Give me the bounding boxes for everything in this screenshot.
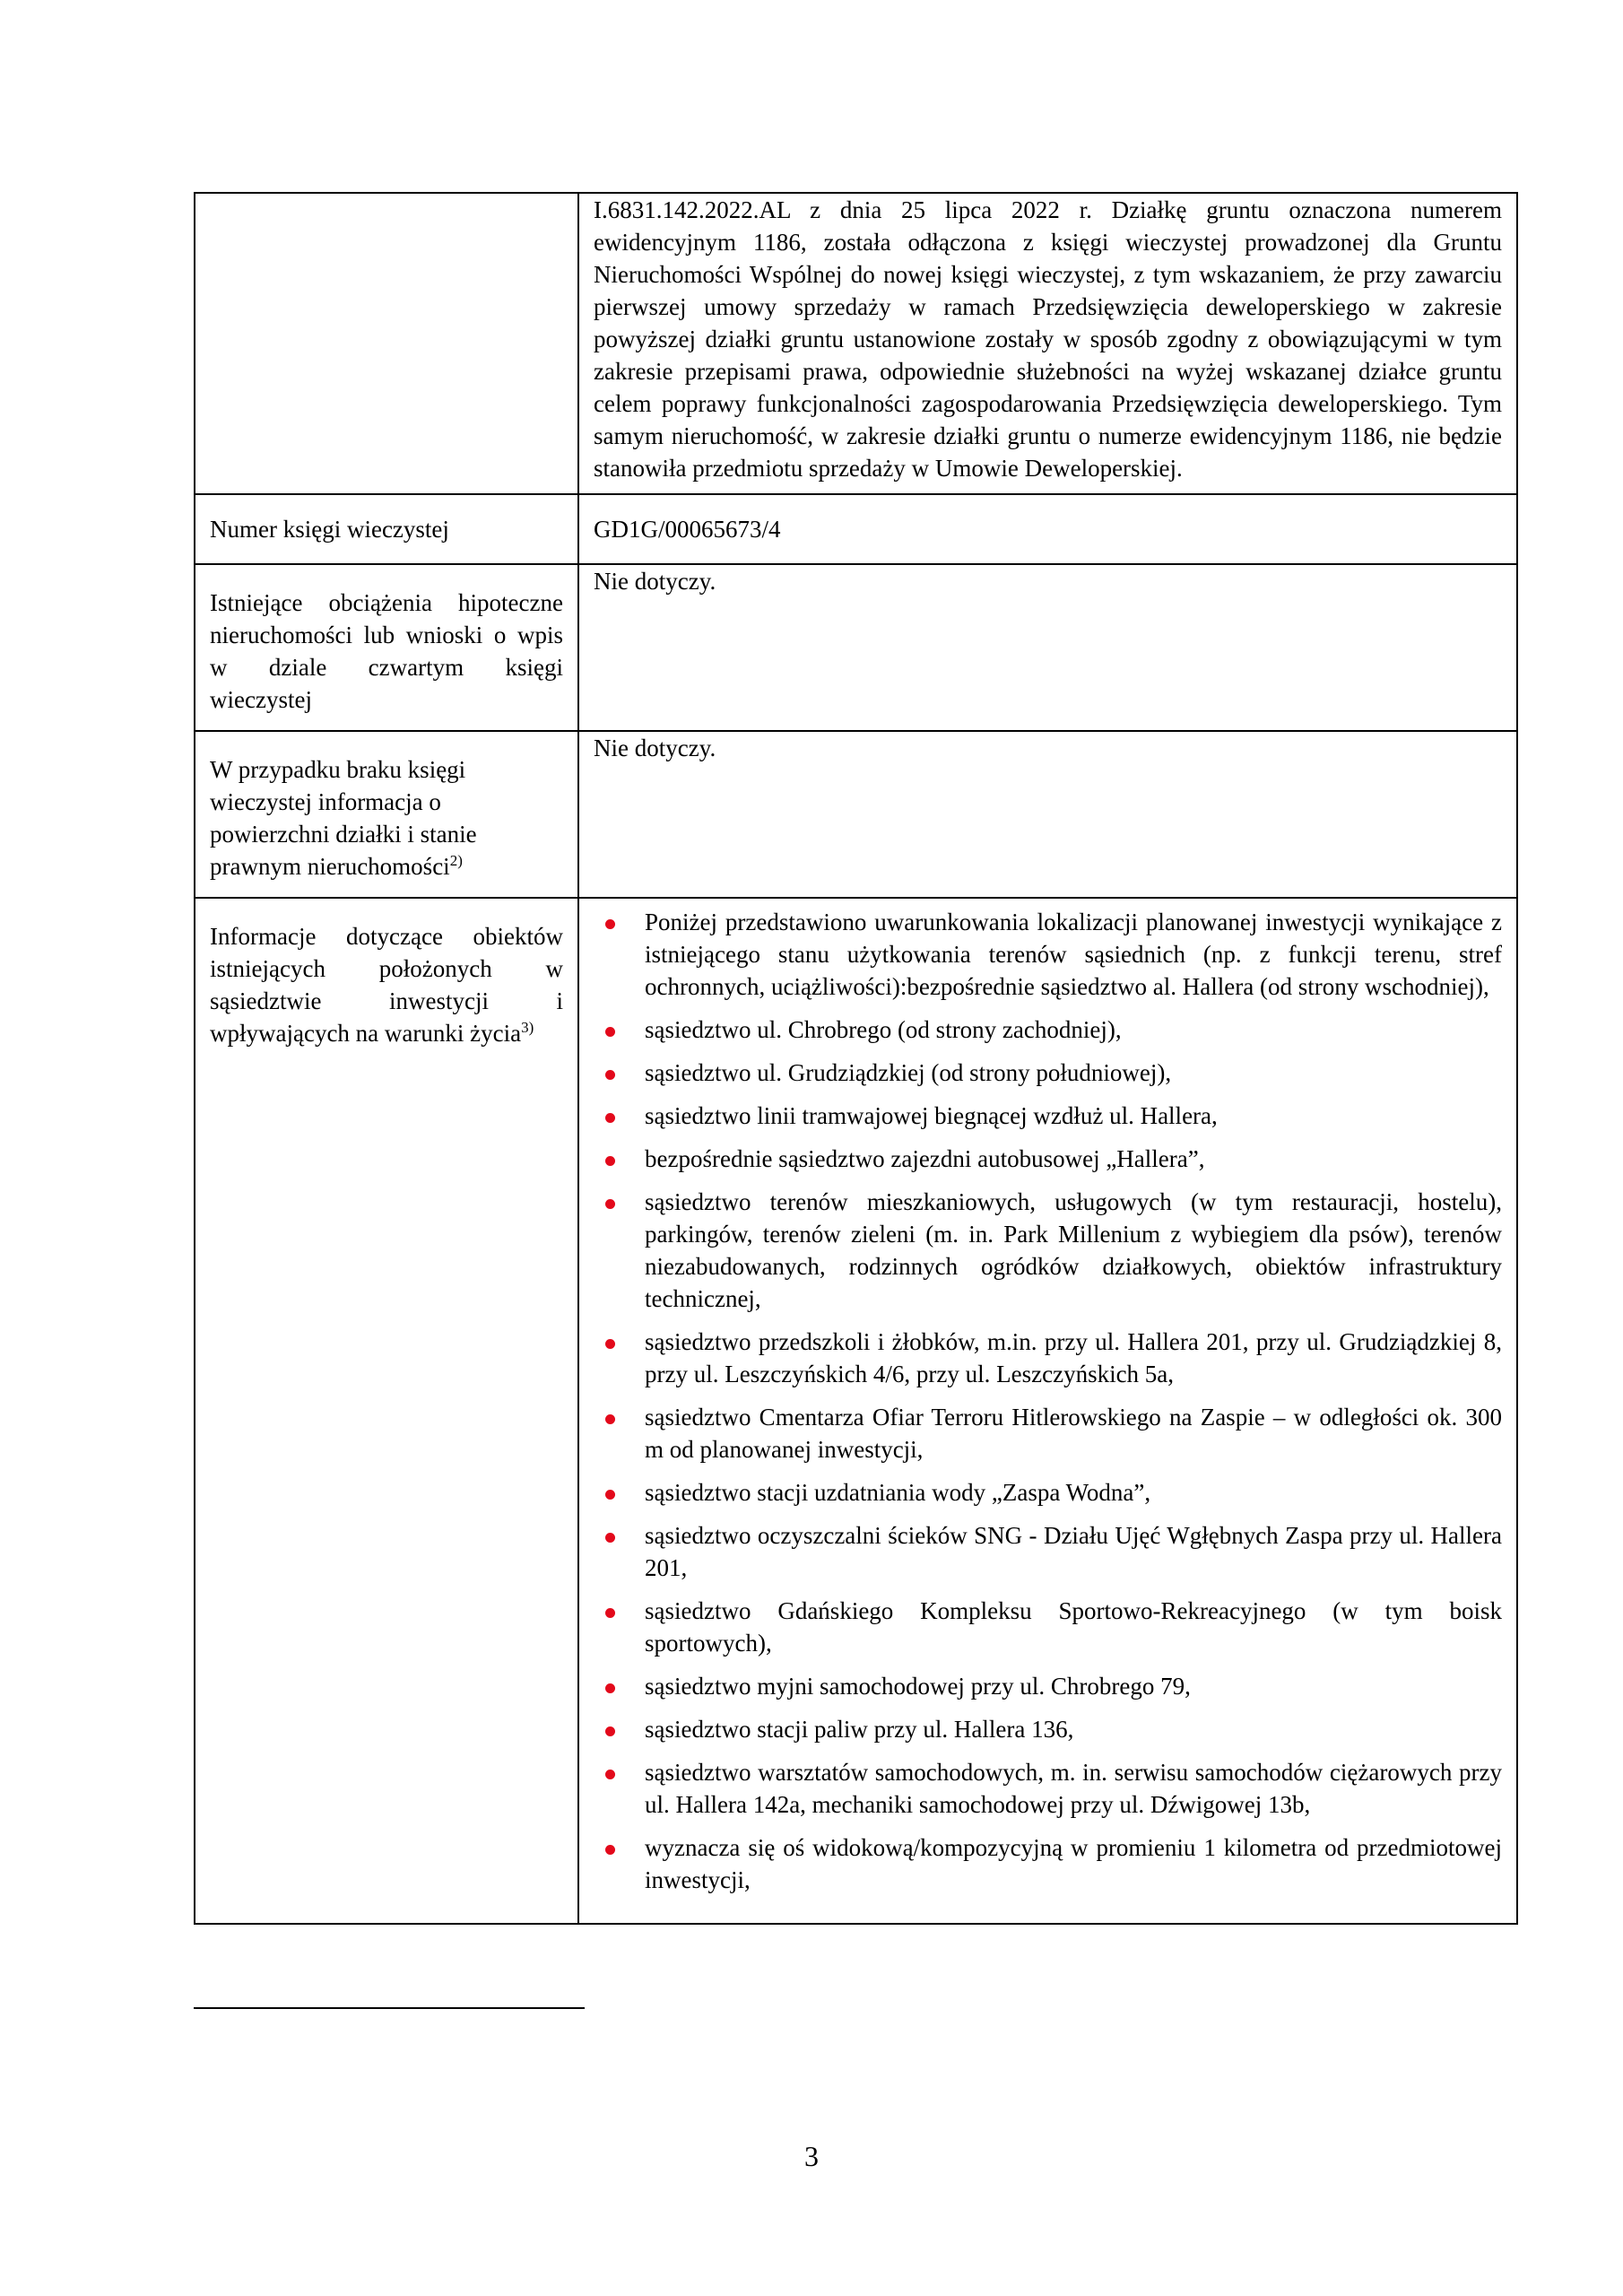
list-item-text: bezpośrednie sąsiedztwo zajezdni autobusowej „Hallera”, <box>645 1145 1205 1172</box>
continuation-text: I.6831.142.2022.AL z dnia 25 lipca 2022 r. Działkę gruntu oznaczona numerem ewidencyjnym 1186, została odłączona z księgi wieczystej prowadzonej dla Gruntu Nieruchomości Wspólnej do nowej księgi wieczystej, z tym wskazaniem, że przy zawarciu pierwszej umowy sprzedaży w ramach Przedsięwzięcia deweloperskiego w zakresie powyższej działki gruntu ustanowione zostały w sposób zgodny z obowiązującymi w tym zakresie przepisami prawa, odpowiednie służebności na wyżej wskazanej działce gruntu celem poprawy funkcjonalności zagospodarowania Przedsięwzięcia deweloperskiego. Tym samym nieruchomość, w zakresie działki gruntu o numerze ewidencyjnym 1186, nie będzie stanowiła przedmiotu sprzedaży w Umowie Deweloperskiej. <box>594 196 1502 482</box>
table-row <box>195 564 1517 731</box>
list-item <box>594 1401 1502 1465</box>
bullet-icon <box>605 1339 615 1349</box>
list-item <box>594 1100 1502 1132</box>
property-info-table <box>194 192 1518 1925</box>
list-item-text: sąsiedztwo warsztatów samochodowych, m. in. serwisu samochodów ciężarowych przy ul. Hallera 142a, mechaniki samochodowej przy ul. Dźwigowej 13b, <box>645 1759 1502 1818</box>
bullet-icon <box>605 1113 615 1123</box>
table-row <box>195 898 1517 1924</box>
table-label-cell <box>195 898 578 1924</box>
kw-number: GD1G/00065673/4 <box>594 516 781 543</box>
list-item <box>594 1013 1502 1046</box>
neighbourhood-list <box>594 899 1502 1923</box>
bullet-icon <box>605 1845 615 1855</box>
row-label-mortgage: Istniejące obciążenia hipoteczne nieruchomości lub wnioski o wpis w dziale czwartym księgi wieczystej <box>195 564 578 731</box>
bullet-icon <box>605 1070 615 1080</box>
page-number: 3 <box>804 2140 819 2172</box>
table-label-cell <box>195 494 578 564</box>
table-label-cell <box>195 731 578 898</box>
list-item <box>594 1595 1502 1659</box>
list-item <box>594 906 1502 1003</box>
table-value-cell <box>578 193 1517 494</box>
bullet-icon <box>605 1608 615 1618</box>
list-item-text: sąsiedztwo ul. Chrobrego (od strony zachodniej), <box>645 1016 1122 1043</box>
list-item-text: sąsiedztwo przedszkoli i żłobków, m.in. przy ul. Hallera 201, przy ul. Grudziądzkiej 8, przy ul. Leszczyńskich 4/6, przy ul. Leszczyńskich 5a, <box>645 1328 1502 1387</box>
table-row <box>195 731 1517 898</box>
row-label-objects: Informacje dotyczące obiektów istniejących położonych w sąsiedztwie inwestycji i wpływających na warunki życia <box>210 923 563 1047</box>
list-item-text: sąsiedztwo myjni samochodowej przy ul. Chrobrego 79, <box>645 1673 1191 1700</box>
list-item <box>594 1057 1502 1089</box>
bullet-icon <box>605 1770 615 1779</box>
bullet-icon <box>605 1027 615 1037</box>
list-item <box>594 1186 1502 1315</box>
bullet-icon <box>605 1414 615 1424</box>
list-item-text: Poniżej przedstawiono uwarunkowania lokalizacji planowanej inwestycji wynikające z istniejącego stanu użytkowania terenów sąsiednich (np. z funkcji terenu, stref ochronnych, uciążliwości):bezpośrednie sąsiedztwo al. Hallera (od strony wschodniej), <box>645 909 1502 1000</box>
footnote-ref: 3) <box>521 1019 534 1036</box>
footnote-separator <box>194 2007 585 2009</box>
list-item <box>594 1326 1502 1390</box>
list-item-text: sąsiedztwo ul. Grudziądzkiej (od strony południowej), <box>645 1059 1172 1086</box>
no-kw-value: Nie dotyczy. <box>594 735 716 761</box>
table-value-cell <box>578 731 1517 898</box>
list-item <box>594 1670 1502 1702</box>
list-item <box>594 1519 1502 1584</box>
table-value-cell <box>578 898 1517 1924</box>
list-item-text: sąsiedztwo linii tramwajowej biegnącej wzdłuż ul. Hallera, <box>645 1102 1218 1129</box>
bullet-icon <box>605 1199 615 1209</box>
table-value-cell <box>578 564 1517 731</box>
list-item <box>594 1831 1502 1896</box>
bullet-icon <box>605 1490 615 1500</box>
list-item-text: sąsiedztwo stacji paliw przy ul. Hallera 136, <box>645 1716 1074 1743</box>
bullet-icon <box>605 1156 615 1166</box>
table-label-cell <box>195 193 578 494</box>
list-item <box>594 1143 1502 1175</box>
footnote-ref: 2) <box>449 852 463 869</box>
mortgage-value: Nie dotyczy. <box>594 568 716 595</box>
bullet-icon <box>605 919 615 929</box>
list-item-text: sąsiedztwo oczyszczalni ścieków SNG - Działu Ujęć Wgłębnych Zaspa przy ul. Hallera 201, <box>645 1522 1502 1581</box>
table-row <box>195 494 1517 564</box>
row-label-kw: Numer księgi wieczystej <box>210 516 449 543</box>
list-item <box>594 1756 1502 1821</box>
list-item-text: sąsiedztwo stacji uzdatniania wody „Zaspa Wodna”, <box>645 1479 1151 1506</box>
list-item-text: sąsiedztwo terenów mieszkaniowych, usługowych (w tym restauracji, hostelu), parkingów, terenów zieleni (m. in. Park Millenium z wybiegiem dla psów), terenów niezabudowanych, rodzinnych ogródków działkowych, obiektów infrastruktury technicznej, <box>645 1188 1502 1312</box>
bullet-icon <box>605 1533 615 1543</box>
list-item-text: sąsiedztwo Gdańskiego Kompleksu Sportowo-Rekreacyjnego (w tym boisk sportowych), <box>645 1597 1502 1657</box>
row-label-no-kw: W przypadku braku księgi wieczystej informacja o powierzchni działki i stanie prawnym nieruchomości <box>210 756 477 880</box>
table-value-cell <box>578 494 1517 564</box>
list-item <box>594 1476 1502 1509</box>
bullet-icon <box>605 1726 615 1736</box>
table-row <box>195 193 1517 494</box>
list-item-text: wyznacza się oś widokową/kompozycyjną w promieniu 1 kilometra od przedmiotowej inwestycji, <box>645 1834 1502 1893</box>
list-item <box>594 1713 1502 1745</box>
bullet-icon <box>605 1683 615 1693</box>
list-item-text: sąsiedztwo Cmentarza Ofiar Terroru Hitlerowskiego na Zaspie – w odległości ok. 300 m od planowanej inwestycji, <box>645 1404 1502 1463</box>
